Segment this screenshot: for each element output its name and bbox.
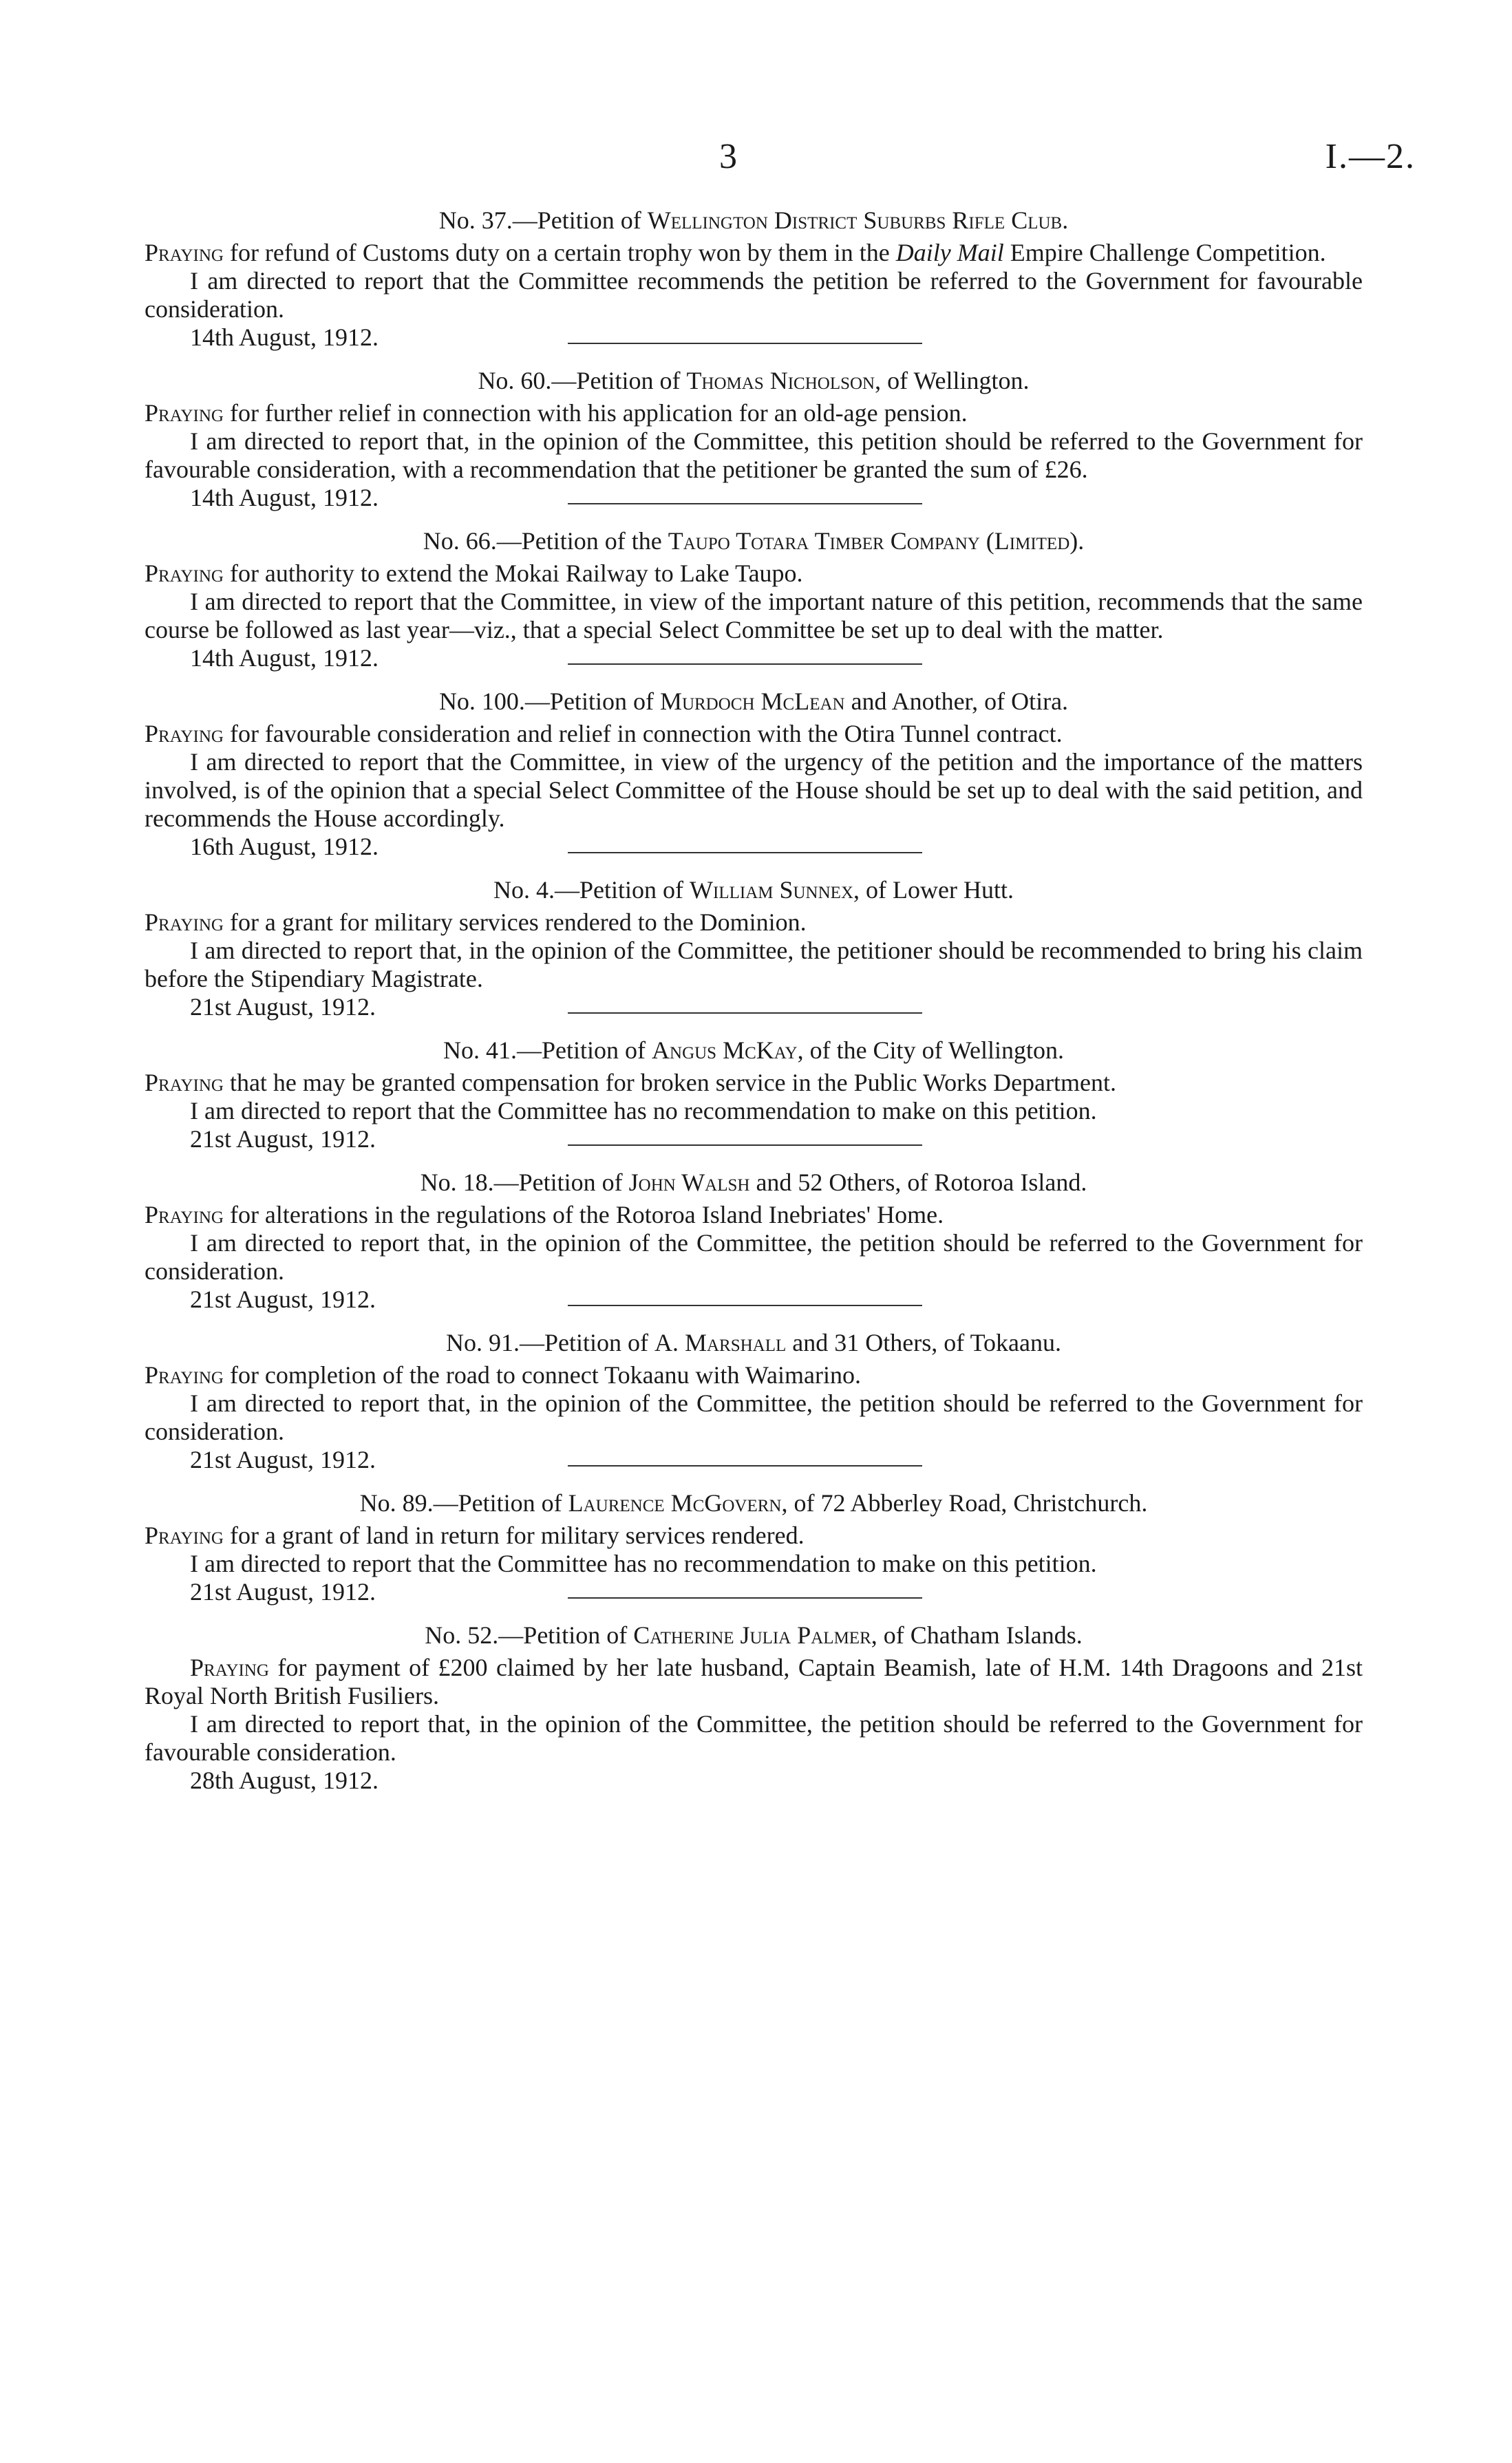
report-paragraph: I am directed to report that, in the opinion of the Committee, the petition should be referred to the Government for favourable consideration. — [145, 1710, 1363, 1766]
petitioner-name: Thomas Nicholson — [686, 367, 875, 394]
petition-date: 21st August, 1912. — [190, 993, 376, 1021]
section-divider — [568, 503, 922, 504]
praying-paragraph: Praying for favourable consideration and relief in connection with the Otira Tunnel contract. — [145, 720, 1063, 747]
petition-entry — [145, 206, 1363, 352]
report-paragraph: I am directed to report that, in the opinion of the Committee, this petition should be referred to the Government for favourable consideration, with a recommendation that the petitioner be granted the sum of £26. — [145, 427, 1363, 483]
petition-entry — [145, 1169, 1363, 1314]
report-paragraph: I am directed to report that, in the opinion of the Committee, the petitioner should be recommended to bring his claim before the Stipendiary Magistrate. — [145, 937, 1363, 992]
petition-title: No. 18.—Petition of John Walsh and 52 Others, of Rotoroa Island. — [420, 1169, 1087, 1196]
petitions-list — [145, 206, 1363, 1795]
petition-date: 21st August, 1912. — [190, 1286, 376, 1313]
petition-title: No. 66.—Petition of the Taupo Totara Timber Company (Limited). — [423, 527, 1085, 555]
petition-entry — [145, 1036, 1363, 1153]
petition-date: 21st August, 1912. — [190, 1578, 376, 1606]
section-divider — [568, 1305, 922, 1306]
praying-paragraph: Praying for payment of £200 claimed by her late husband, Captain Beamish, late of H.M. 14th Dragoons and 21st Royal North British Fusiliers. — [145, 1654, 1363, 1709]
section-divider — [568, 1012, 922, 1014]
report-paragraph: I am directed to report that the Committee, in view of the important nature of this petition, recommends that the same course be followed as last year—viz., that a special Select Committee be set up to deal with the matter. — [145, 588, 1363, 643]
page-header — [0, 136, 1512, 191]
petition-entry — [145, 687, 1363, 861]
praying-paragraph: Praying for a grant for military services rendered to the Dominion. — [145, 908, 807, 936]
petition-entry — [145, 367, 1363, 512]
petition-entry — [145, 1621, 1363, 1795]
petition-entry — [145, 876, 1363, 1021]
petitioner-name: Angus McKay — [652, 1036, 798, 1064]
report-paragraph: I am directed to report that the Committee recommends the petition be referred to the Government for favourable consideration. — [145, 267, 1363, 323]
page-number: 3 — [719, 137, 737, 176]
section-divider — [568, 1144, 922, 1146]
praying-paragraph: Praying for alterations in the regulations of the Rotoroa Island Inebriates' Home. — [145, 1201, 944, 1228]
petition-title: No. 52.—Petition of Catherine Julia Palmer, of Chatham Islands. — [425, 1621, 1083, 1649]
report-paragraph: I am directed to report that the Committee has no recommendation to make on this petition. — [190, 1097, 1097, 1124]
praying-paragraph: Praying for completion of the road to connect Tokaanu with Waimarino. — [145, 1361, 861, 1389]
petitioner-name: Taupo Totara Timber Company (Limited) — [668, 527, 1078, 555]
petitioner-name: Catherine Julia Palmer — [633, 1621, 871, 1649]
section-divider — [568, 852, 922, 853]
petitioner-name: Wellington District Suburbs Rifle Club — [647, 206, 1063, 234]
petition-entry — [145, 1489, 1363, 1606]
petition-title: No. 91.—Petition of A. Marshall and 31 Others, of Tokaanu. — [445, 1329, 1062, 1356]
report-paragraph: I am directed to report that the Committee, in view of the urgency of the petition and the importance of the matters involved, is of the opinion that a special Select Committee of the House should be set up to deal with the said petition, and recommends the House accordingly. — [145, 748, 1363, 832]
document-reference: I.—2. — [1325, 137, 1416, 176]
petitioner-name: A. Marshall — [654, 1329, 787, 1356]
petitioner-name: Murdoch McLean — [659, 687, 845, 715]
praying-paragraph: Praying for authority to extend the Mokai Railway to Lake Taupo. — [145, 559, 803, 587]
petition-date: 14th August, 1912. — [190, 484, 379, 511]
section-divider — [568, 343, 922, 344]
report-paragraph: I am directed to report that, in the opinion of the Committee, the petition should be referred to the Government for consideration. — [145, 1389, 1363, 1445]
petition-date: 16th August, 1912. — [190, 833, 379, 860]
petition-date: 21st August, 1912. — [190, 1446, 376, 1473]
petition-date: 14th August, 1912. — [190, 644, 379, 672]
petitioner-name: John Walsh — [628, 1169, 750, 1196]
petition-title: No. 89.—Petition of Laurence McGovern, of 72 Abberley Road, Christchurch. — [359, 1489, 1148, 1517]
praying-paragraph: Praying that he may be granted compensation for broken service in the Public Works Department. — [145, 1069, 1117, 1096]
praying-paragraph: Praying for refund of Customs duty on a certain trophy won by them in the Daily Mail Empire Challenge Competition. — [145, 239, 1326, 266]
petition-title: No. 37.—Petition of Wellington District Suburbs Rifle Club. — [438, 206, 1069, 234]
praying-paragraph: Praying for a grant of land in return for military services rendered. — [145, 1522, 805, 1549]
report-paragraph: I am directed to report that, in the opinion of the Committee, the petition should be referred to the Government for consideration. — [145, 1229, 1363, 1285]
section-divider — [568, 1597, 922, 1599]
section-divider — [568, 1465, 922, 1467]
petitioner-name: Laurence McGovern — [568, 1489, 782, 1517]
section-divider — [568, 663, 922, 665]
petition-date: 21st August, 1912. — [190, 1125, 376, 1153]
petition-title: No. 60.—Petition of Thomas Nicholson, of Wellington. — [478, 367, 1030, 394]
petition-title: No. 100.—Petition of Murdoch McLean and Another, of Otira. — [438, 687, 1069, 715]
petition-entry — [145, 1329, 1363, 1474]
petition-title: No. 41.—Petition of Angus McKay, of the City of Wellington. — [443, 1036, 1064, 1064]
report-paragraph: I am directed to report that the Committee has no recommendation to make on this petition. — [190, 1550, 1097, 1577]
petition-title: No. 4.—Petition of William Sunnex, of Lower Hutt. — [493, 876, 1014, 904]
petitioner-name: William Sunnex — [690, 876, 853, 904]
petition-entry — [145, 527, 1363, 672]
praying-paragraph: Praying for further relief in connection with his application for an old-age pension. — [145, 399, 968, 427]
petition-date: 28th August, 1912. — [190, 1767, 379, 1794]
petition-date: 14th August, 1912. — [190, 323, 379, 351]
